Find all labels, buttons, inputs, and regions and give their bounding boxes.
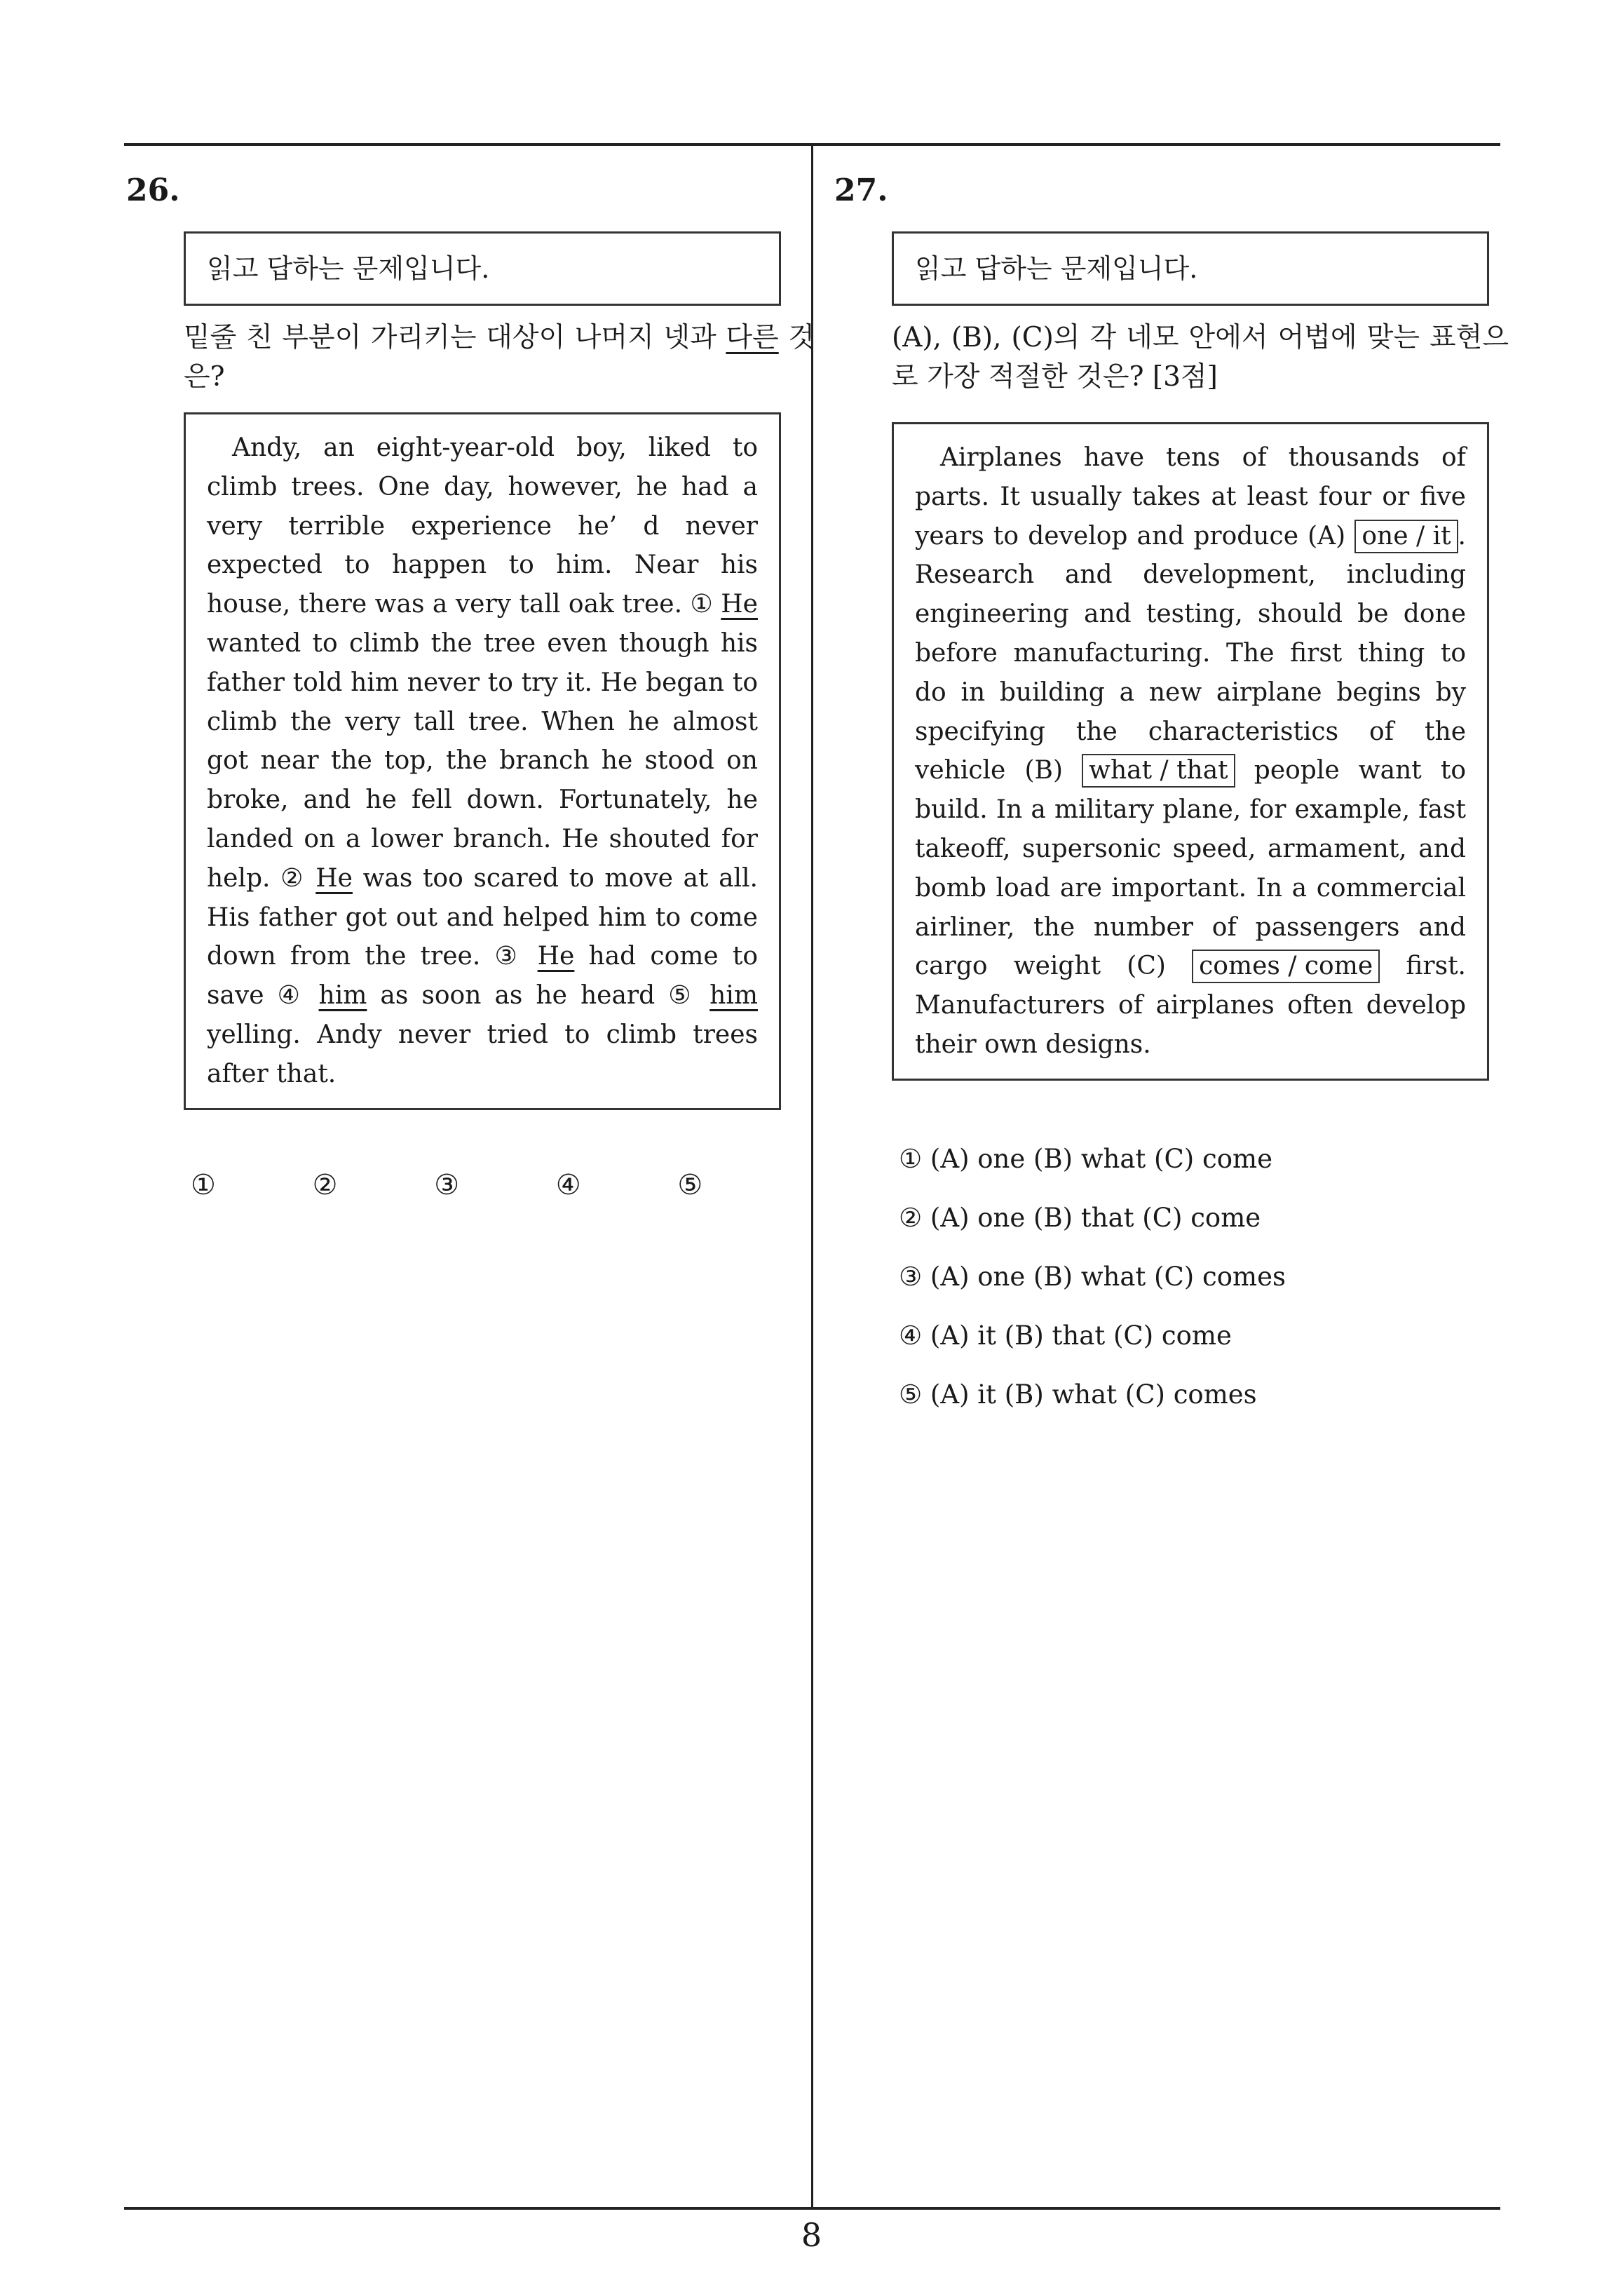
passage-text: yelling. Andy never tried to climb trees after that. <box>207 1020 758 1088</box>
option-2[interactable]: ② <box>312 1168 338 1201</box>
option-1[interactable]: ① <box>191 1168 216 1201</box>
passage-text: first. Manufacturers of airplanes often develop their own designs. <box>915 952 1466 1059</box>
prompt-text: 밑줄 친 부분이 가리키는 대상이 나머지 넷과 <box>184 322 726 353</box>
passage-box <box>892 422 1489 1081</box>
choice-box-c: comes / come <box>1192 950 1380 983</box>
passage-text: Airplanes have tens of thousands of parts. It usually takes at least four or five years to develop and produce (A) <box>915 443 1466 551</box>
question-26 <box>126 173 815 1201</box>
option-4[interactable]: ④ (A) it (B) that (C) come <box>899 1320 1232 1351</box>
passage-box <box>184 412 781 1110</box>
option-3[interactable]: ③ <box>434 1168 460 1201</box>
marker-2: ② <box>280 863 306 893</box>
underlined-3: He <box>537 942 575 971</box>
question-prompt <box>184 318 815 397</box>
instruction-box: 읽고 답하는 문제입니다. <box>184 231 781 306</box>
page-number: 8 <box>801 2216 822 2254</box>
marker-5: ⑤ <box>668 981 697 1011</box>
passage-text: Andy, an eight-year-old boy, liked to climb trees. One day, however, he had a very terrible experience he’ d never expected to happen to him. Near his house, there was a very tall oak tree. <box>207 433 758 619</box>
option-5[interactable]: ⑤ <box>677 1168 703 1201</box>
instruction-box: 읽고 답하는 문제입니다. <box>892 231 1489 306</box>
underlined-2: He <box>315 863 353 893</box>
passage-text: as soon as he heard <box>367 981 669 1011</box>
passage-text: people want to build. In a military plane, for example, fast takeoff, supersonic speed, armament, and bomb load are important. In a commercial airliner, the number of passengers and cargo weight (C) <box>915 756 1466 981</box>
option-3[interactable]: ③ (A) one (B) what (C) comes <box>899 1261 1286 1292</box>
question-27 <box>834 175 1507 1440</box>
choice-box-a: one / it <box>1354 520 1458 553</box>
question-number: 27. <box>834 173 888 208</box>
underlined-5: him <box>709 981 758 1011</box>
option-2[interactable]: ② (A) one (B) that (C) come <box>899 1202 1261 1233</box>
passage-text: had come to save <box>207 942 758 1011</box>
passage-text: wanted to climb the tree even though his father told him never to try it. He began to climb the very tall tree. When he almost got near the top, the branch he stood on broke, and he fell down. Fortunately, he landed on a lower branch. He shouted for help. <box>207 628 758 893</box>
option-1[interactable]: ① (A) one (B) what (C) come <box>899 1143 1272 1174</box>
choice-box-b: what / that <box>1082 754 1235 788</box>
answer-options <box>191 1169 799 1201</box>
underlined-4: him <box>318 981 367 1011</box>
passage-text: was too scared to move at all. His father got out and helped him to come down from the tree. <box>207 863 759 971</box>
question-number: 26. <box>126 173 180 208</box>
prompt-text-end: 것은? <box>184 322 815 393</box>
passage-text: . Research and development, including engineering and testing, should be done before manufacturing. The first thing to do in building a new airplane begins by specifying the characteristics of the vehicle (B) <box>915 521 1466 785</box>
answer-options <box>899 1145 1507 1440</box>
marker-1: ① <box>690 590 713 619</box>
prompt-underlined: 다른 <box>726 322 779 353</box>
bottom-rule <box>124 2207 1500 2210</box>
underlined-1: He <box>721 590 758 619</box>
column-divider <box>811 144 813 2208</box>
option-5[interactable]: ⑤ (A) it (B) what (C) comes <box>899 1379 1257 1410</box>
option-4[interactable]: ④ <box>555 1168 581 1201</box>
question-prompt: (A), (B), (C)의 각 네모 안에서 어법에 맞는 표현으로 가장 적절한 것은? [3점] <box>892 322 1509 393</box>
marker-4: ④ <box>277 981 306 1011</box>
marker-3: ③ <box>494 942 524 971</box>
